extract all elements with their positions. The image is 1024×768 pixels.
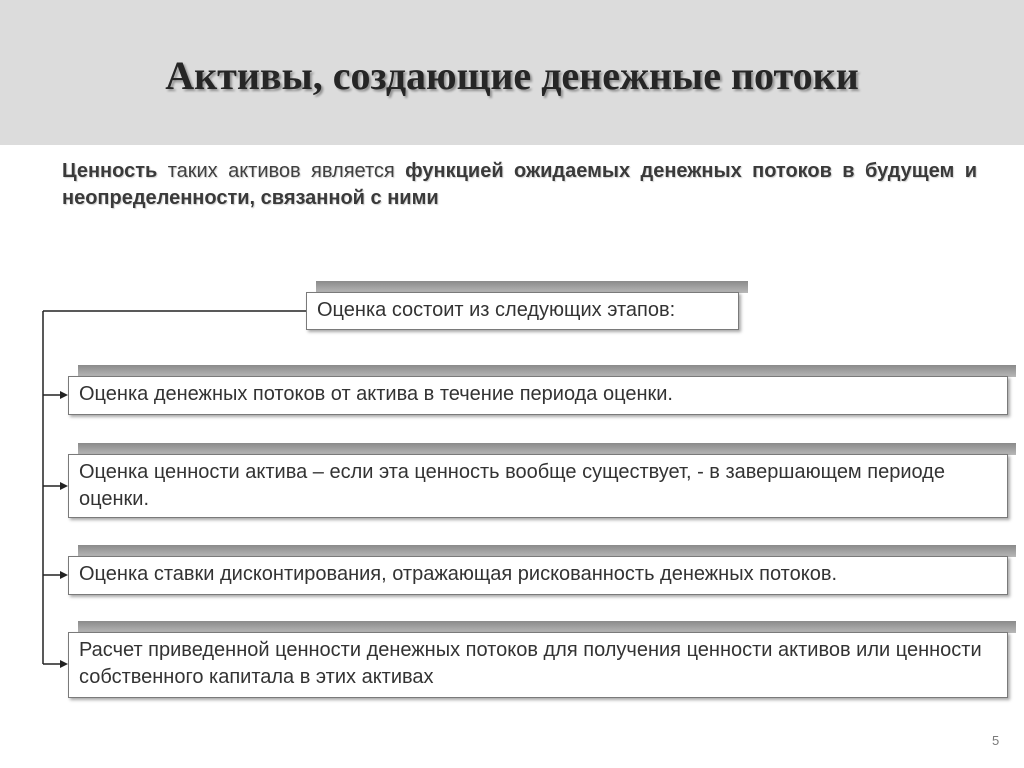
page-number: 5 (992, 733, 1000, 748)
intro-emphasis: функцией ожидаемых денежных потоков в будущем и неопределенности, связанной с ними (62, 160, 977, 209)
connector-arrow-step-4 (43, 660, 68, 668)
step-1-box: Оценка денежных потоков от актива в течение периода оценки. (68, 376, 1008, 415)
step-3-box: Оценка ставки дисконтирования, отражающая рискованность денежных потоков. (68, 556, 1008, 595)
stages-root-box: Оценка состоит из следующих этапов: (306, 292, 739, 330)
connector-arrow-step-1 (43, 391, 68, 399)
step-2-box: Оценка ценности актива – если эта ценность вообще существует, - в завершающем периоде оценки. (68, 454, 1008, 518)
connector-arrow-step-3 (43, 571, 68, 579)
step-4-box: Расчет приведенной ценности денежных потоков для получения ценности активов или ценности собственного капитала в этих активах (68, 632, 1008, 698)
intro-text: таких активов является (157, 160, 406, 182)
connector-arrow-step-2 (43, 482, 68, 490)
intro-keyword: Ценность (62, 160, 158, 182)
page-title: Активы, создающие денежные потоки (165, 53, 859, 98)
